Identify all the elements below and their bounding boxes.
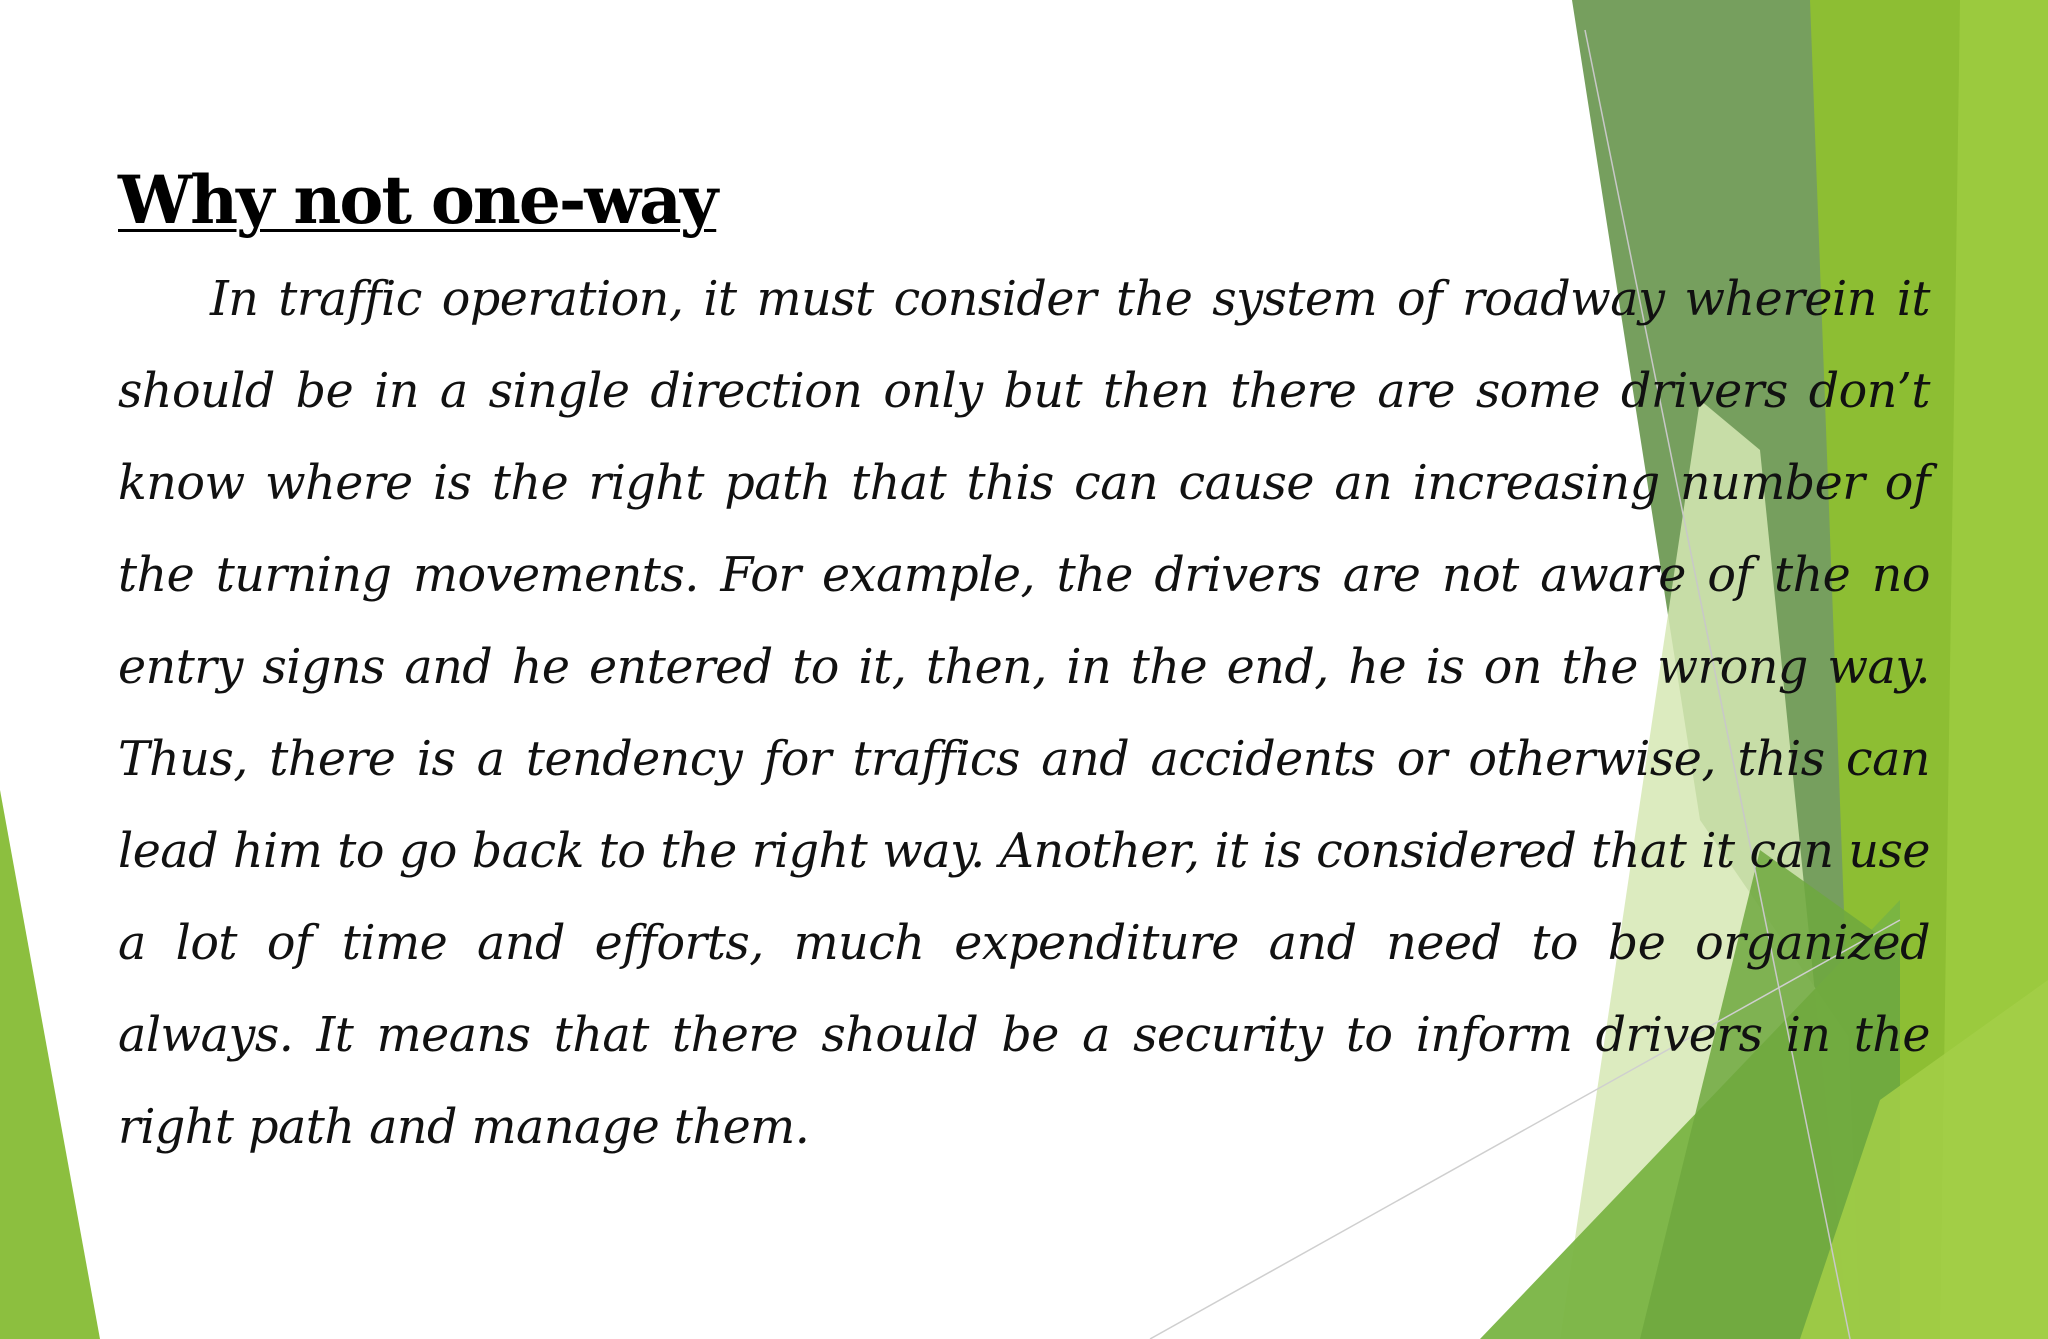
slide-title: Why not one-way — [118, 161, 717, 239]
slide-content — [118, 150, 1930, 1174]
left-green-wedge — [0, 790, 100, 1339]
slide-paragraph: In traffic operation, it must consider the system of roadway wherein it should be in a single direction only but then there are some drivers don’t know where is the right path that this can cause an increasing number of the turning movements. For example, the drivers are not aware of the no entry signs and he entered to it, then, in the end, he is on the wrong way. Thus, there is a tendency for traffics and accidents or otherwise, this can lead him to go back to the right way. Another, it is considered that it can use a lot of time and efforts, much expenditure and need to be organized always. It means that there should be a security to inform drivers in the right path and manage them. — [118, 272, 1930, 1155]
